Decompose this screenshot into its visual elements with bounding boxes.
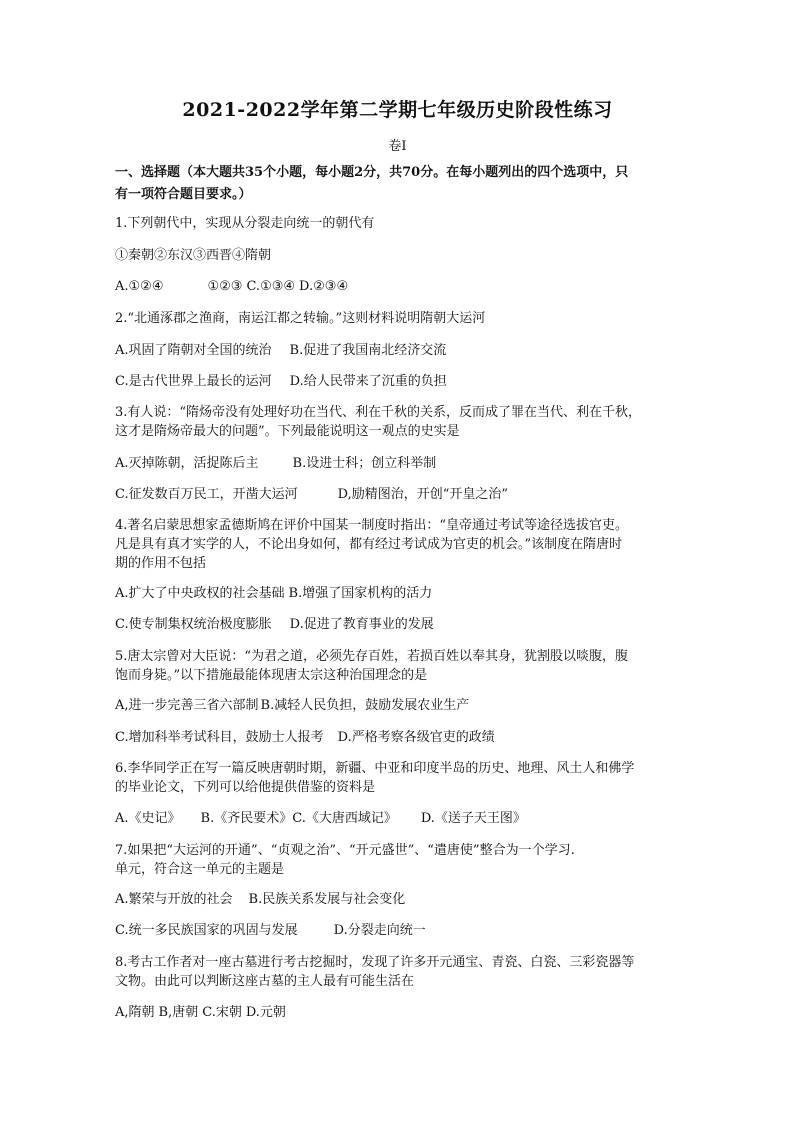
question-5-options-row-2 — [115, 727, 685, 749]
question-6-options — [115, 808, 685, 830]
question-4-stem-line-1: 4.著名启蒙思想家孟德斯鸠在评价中国某一制度时指出：“皇帝通过考试等途径选拔官吏。 — [115, 518, 629, 533]
option-a: A.巩固了隋朝对全国的统治 — [115, 343, 272, 358]
option-a: A.①②④ — [115, 279, 164, 294]
question-2-stem: 2.“北通涿郡之渔商，南运江都之转输。”这则材料说明隋朝大运河 — [115, 311, 486, 326]
option-d: D.分裂走向统一 — [333, 923, 426, 938]
question-3-options-row-1 — [115, 453, 685, 475]
question-3-options-row-2 — [115, 484, 685, 506]
option-b: B.增强了国家机构的活力 — [288, 586, 433, 601]
option-c: C.统一多民族国家的巩固与发展 — [115, 923, 298, 938]
option-c: C.使专制集权统治极度膨胀 — [115, 617, 272, 632]
question-8-stem-line-2: 文物。由此可以判断这座古墓的主人最有可能生活在 — [115, 974, 415, 989]
question-2-options-row-1 — [115, 340, 685, 362]
option-a: A,隋朝 — [115, 1005, 155, 1020]
option-c: C.①③④ — [246, 279, 296, 294]
option-b: B,唐朝 — [158, 1005, 199, 1020]
question-5-options-row-1 — [115, 695, 685, 717]
question-1-stem: 1.下列朝代中，实现从分裂走向统一的朝代有 — [115, 216, 375, 231]
question-5-stem-line-2: 饱而身毙。”以下措施最能体现唐太宗这种治国理念的是 — [115, 668, 428, 683]
option-c: C.宋朝 — [202, 1005, 242, 1020]
question-4-options-row-1 — [115, 583, 685, 605]
option-a: A.繁荣与开放的社会 — [115, 892, 233, 907]
question-7-stem-line-1: 7.如果把“大运河的开通”、“贞观之治”、“开元盛世”、“遣唐使”整合为一个学习. — [115, 843, 575, 858]
option-d: D,励精图治，开创“开皇之治” — [337, 487, 509, 502]
option-d: D.严格考察各级官吏的政绩 — [337, 730, 495, 745]
question-7-stem-line-2: 单元，符合这一单元的主题是 — [115, 862, 285, 877]
option-d: D.元朝 — [245, 1005, 286, 1020]
option-b: ①②③ — [207, 279, 243, 294]
paper-section-label: 卷I — [388, 139, 407, 154]
question-4-options-row-2 — [115, 614, 685, 636]
question-3-stem-line-1: 3.有人说：“隋炀帝没有处理好功在当代、利在千秋的关系，反而成了罪在当代、利在千秋， — [115, 405, 642, 420]
section-instructions-line-1: 一、选择题（本大题共35个小题，每小题2分，共70分。在每小题列出的四个选项中，只 — [115, 165, 629, 180]
option-b: B.《齐民要术》 — [200, 811, 293, 826]
option-a: A,进一步完善三省六部制 — [115, 698, 259, 713]
question-1-options — [115, 276, 685, 298]
option-c: C.《大唐西域记》 — [292, 811, 397, 826]
option-b: B.减轻人民负担，鼓励发展农业生产 — [260, 698, 470, 713]
option-c: C.增加科举考试科目，鼓励士人报考 — [115, 730, 324, 745]
option-b: B.设进士科；创立科举制 — [292, 456, 437, 471]
question-8-options — [115, 1002, 685, 1024]
option-c: C.是古代世界上最长的运河 — [115, 374, 272, 389]
option-a: A.灭掉陈朝，活捉陈后主 — [115, 456, 259, 471]
section-instructions-line-2: 有一项符合题目要求。） — [115, 187, 252, 202]
question-6-stem-line-1: 6.李华同学正在写一篇反映唐朝时期，新疆、中亚和印度半岛的历史、地理、风土人和佛学 — [115, 761, 635, 776]
question-1-items: ①秦朝②东汉③西晋④隋朝 — [115, 248, 272, 263]
page-title: 2021-2022学年第二学期七年级历史阶段性练习 — [182, 99, 613, 121]
option-a: A.《史记》 — [115, 811, 181, 826]
question-2-options-row-2 — [115, 371, 685, 393]
option-a: A.扩大了中央政权的社会基础 — [115, 586, 285, 601]
question-3-stem-line-2: 这才是隋炀帝最大的问题”。下列最能说明这一观点的史实是 — [115, 424, 460, 439]
question-7-options-row-1 — [115, 889, 685, 911]
option-d: D.给人民带来了沉重的负担 — [289, 374, 447, 389]
option-b: B.促进了我国南北经济交流 — [289, 343, 447, 358]
option-d: D.②③④ — [299, 279, 349, 294]
option-d: D.《送子天王图》 — [420, 811, 526, 826]
question-5-stem-line-1: 5.唐太宗曾对大臣说：“为君之道，必须先存百姓，若损百姓以奉其身，犹割股以啖腹，腹 — [115, 649, 629, 664]
option-b: B.民族关系发展与社会变化 — [248, 892, 406, 907]
option-c: C.征发数百万民工，开凿大运河 — [115, 487, 298, 502]
option-d: D.促进了教育事业的发展 — [289, 617, 434, 632]
question-7-options-row-2 — [115, 920, 685, 942]
question-6-stem-line-2: 的毕业论文，下列可以给他提供借鉴的资料是 — [115, 780, 376, 795]
question-4-stem-line-2: 凡是具有真才实学的人，不论出身如何，都有经过考试成为官吏的机会。”该制度在隋唐时 — [115, 537, 623, 552]
question-8-stem-line-1: 8.考古工作者对一座古墓进行考古挖掘时，发现了许多开元通宝、青瓷、白瓷、三彩瓷器等 — [115, 955, 635, 970]
question-4-stem-line-3: 期的作用不包括 — [115, 556, 207, 571]
